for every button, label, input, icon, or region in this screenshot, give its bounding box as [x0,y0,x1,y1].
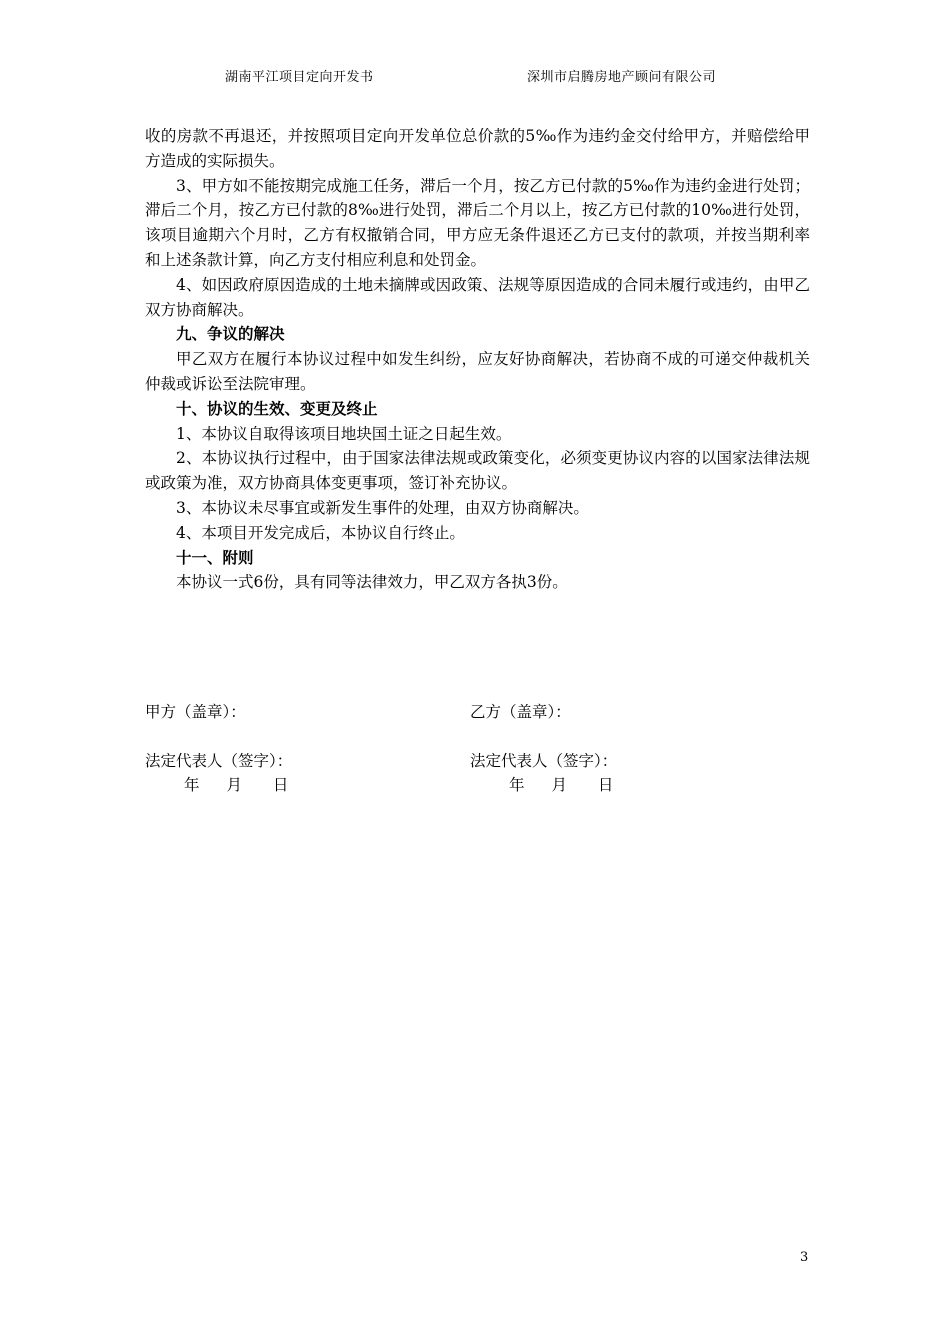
party-b-seal-label: 乙方（盖章）： [470,703,571,721]
date-day: 日 [597,776,614,794]
date-month: 月 [226,776,242,794]
paragraph-clause-3: 3、甲方如不能按期完成施工任务，滞后一个月，按乙方已付款的5‰作为违约金进行处罚；滞后二个月，按乙方已付款的8‰进行处罚，滞后二个月以上，按乙方已付款的10‰进行处罚，该项目逾期六个月时，乙方有权撤销合同，甲方应无条件退还乙方已支付的款项，并按当期利率和上述条款计算，向乙方支付相应利息和处罚金。 [145,176,810,269]
header-company-name: 深圳市启腾房地产顾问有限公司 [527,70,717,85]
party-b-representative-label: 法定代表人（签字）： [470,752,618,770]
party-a-representative-label: 法定代表人（签字）： [145,752,293,770]
paragraph-effective-2: 2、本协议执行过程中，由于国家法律法规或政策变化，必须变更协议内容的以国家法律法规或政策为准，双方协商具体变更事项，签订补充协议。 [145,449,810,493]
paragraph-effective-1: 1、本协议自取得该项目地块国土证之日起生效。 [176,424,512,443]
paragraph-appendix: 本协议一式6份，具有同等法律效力，甲乙双方各执3份。 [176,573,568,592]
date-year: 年 [184,776,200,794]
party-a-date [184,773,288,795]
date-day: 日 [272,776,289,794]
date-month: 月 [551,776,567,794]
header-document-title: 湖南平江项目定向开发书 [225,70,374,85]
party-b-date [509,773,613,795]
paragraph-dispute: 甲乙双方在履行本协议过程中如发生纠纷，应友好协商解决，若协商不成的可递交仲裁机关仲裁或诉讼至法院审理。 [145,350,810,393]
section-heading-dispute: 九、争议的解决 [176,324,285,344]
paragraph-effective-4: 4、本项目开发完成后，本协议自行终止。 [176,523,465,542]
document-body [145,124,810,595]
party-a-seal-label: 甲方（盖章）： [145,703,246,721]
paragraph-continued: 收的房款不再退还，并按照项目定向开发单位总价款的5‰作为违约金交付给甲方，并赔偿给甲方造成的实际损失。 [145,127,810,170]
date-year: 年 [509,776,525,794]
page-number: 3 [800,1250,809,1265]
section-heading-effectiveness: 十、协议的生效、变更及终止 [176,398,378,418]
paragraph-clause-4: 4、如因政府原因造成的土地未摘牌或因政策、法规等原因造成的合同未履行或违约，由甲乙双方协商解决。 [145,275,810,319]
section-heading-appendix: 十一、附则 [176,547,254,567]
paragraph-effective-3: 3、本协议未尽事宜或新发生事件的处理，由双方协商解决。 [176,498,589,517]
